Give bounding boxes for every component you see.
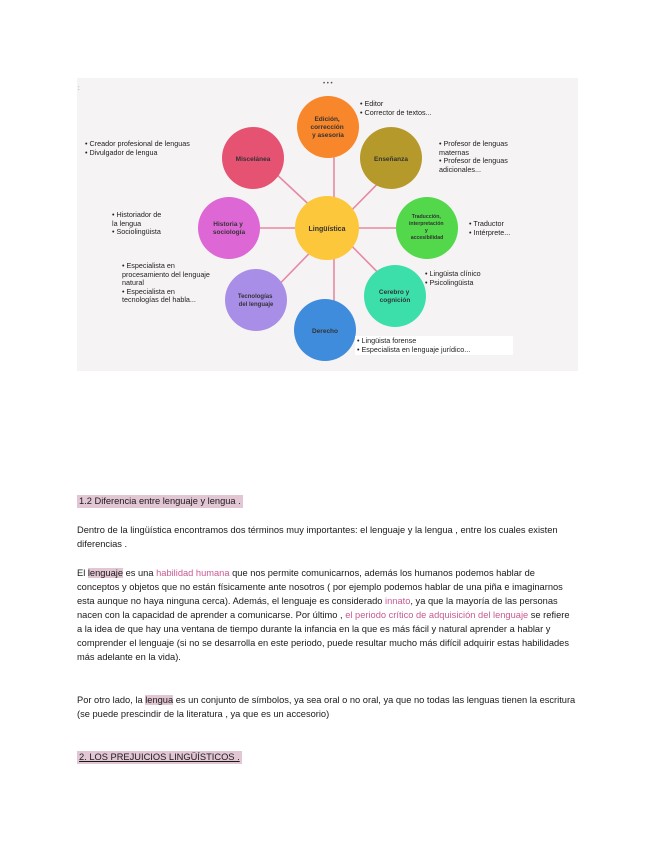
paragraph-2 xyxy=(77,566,577,664)
node-historia xyxy=(198,197,260,259)
paragraph-3 xyxy=(77,693,577,721)
label-center: Lingüística xyxy=(308,226,346,233)
term-periodo-critico: el periodo crítico de adquisición del lenguaje xyxy=(345,610,529,620)
term-habilidad-humana: habilidad humana xyxy=(156,568,230,578)
term-lenguaje: lenguaje xyxy=(87,568,124,578)
annotation-edicion: • Editor • Corrector de textos... xyxy=(360,99,432,117)
label-traduccion: Traducción, interpretación y accesibilidad xyxy=(408,214,444,241)
annotation-tecnologias: • Especialista en procesamiento del lenguaje natural • Especialista en tecnologías del habla... xyxy=(122,261,210,305)
term-lengua: lengua xyxy=(145,695,174,705)
linguistics-diagram xyxy=(77,78,578,371)
annotation-traduccion: • Traductor • Intérprete... xyxy=(469,219,511,237)
label-miscelanea: Miscelánea xyxy=(235,156,271,163)
annotation-ensenanza: • Profesor de lenguas maternas • Profesor de lenguas adicionales... xyxy=(439,139,508,174)
p2-text-a: El xyxy=(77,568,88,578)
diagram-top-mark: • • • xyxy=(323,81,333,87)
annotation-miscelanea: • Creador profesional de lenguas • Divulgador de lengua xyxy=(85,139,190,157)
p2-text-e: que nos permite comunicarnos, además los humanos podemos hablar de conceptos y objetos que no están físicamente ante nosotros ( por ejemplo podemos hablar de una piña e imaginarnos esta aunque no haya ninguna cerca). Además, el lenguaje es considerado xyxy=(77,568,563,606)
label-ensenanza: Enseñanza xyxy=(374,156,408,163)
p2-text-c: es una xyxy=(123,568,157,578)
p2-text-i: se refiere a la idea de que hay una ventana de tiempo durante la infancia en la que es más fácil y natural aprender a hablar y comprender el lenguaje (si no se desarrolla en este periodo, puede resultar mucho más difícil adquirir estas habilidades más adelante en la vida). xyxy=(77,610,570,662)
node-cerebro xyxy=(364,265,426,327)
annotation-cerebro: • Lingüista clínico • Psicolingüista xyxy=(425,269,481,287)
diagram-left-mark: : xyxy=(78,86,80,92)
p2-text-g: , ya que la mayoría de las personas nacen con la capacidad de aprender a comunicarse. Por último , xyxy=(77,596,558,620)
label-tecnologias: Tecnologías del lenguaje xyxy=(237,294,274,308)
p3-text-c: es un conjunto de símbolos, ya sea oral o no oral, ya que no todas las lenguas tienen la escritura (se puede prescindir de la literatura , ya que es un accesorio) xyxy=(77,695,576,719)
annotation-derecho: • Lingüista forense • Especialista en lenguaje jurídico... xyxy=(355,336,513,355)
section-heading-1-2: 1.2 Diferencia entre lenguaje y lengua . xyxy=(79,496,241,506)
label-historia: Historia y sociología xyxy=(212,221,246,236)
node-tecnologias xyxy=(225,269,287,331)
term-innato: innato xyxy=(385,596,411,606)
label-cerebro: Cerebro y cognición xyxy=(378,289,411,304)
section-heading-2: 2. LOS PREJUICIOS LINGÜÍSTICOS . xyxy=(79,752,240,762)
paragraph-1: Dentro de la lingüística encontramos dos términos muy importantes: el lenguaje y la lengua , entre los cuales existen diferencias . xyxy=(77,525,558,549)
annotation-historia: • Historiador de la lengua • Sociolingüista xyxy=(112,210,162,237)
label-edicion: Edición, corrección y asesoría xyxy=(310,116,344,139)
label-derecho: Derecho xyxy=(311,328,339,335)
p3-text-a: Por otro lado, la xyxy=(77,695,146,705)
